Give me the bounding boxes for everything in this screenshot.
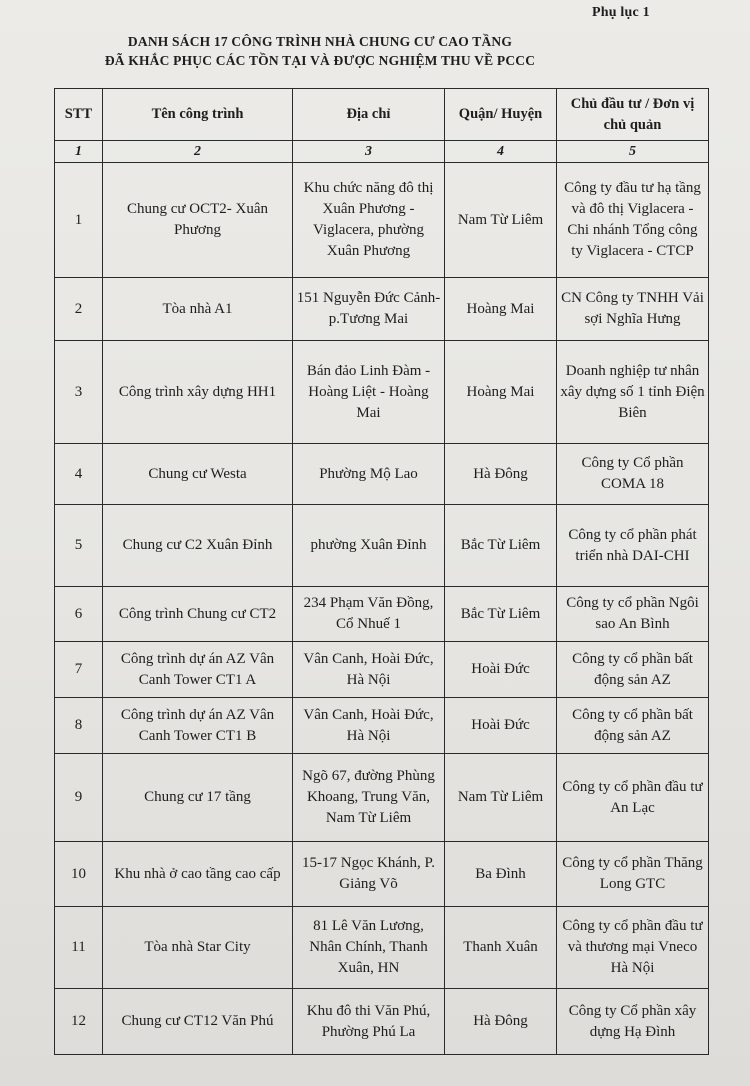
cell-district: Ba Đình [445, 842, 557, 907]
cell-district: Hoài Đức [445, 698, 557, 754]
cell-stt: 11 [55, 907, 103, 989]
cell-address: Phường Mộ Lao [293, 444, 445, 505]
cell-name: Tòa nhà Star City [103, 907, 293, 989]
cell-district: Hà Đông [445, 989, 557, 1055]
cell-address: Khu đô thi Văn Phú, Phường Phú La [293, 989, 445, 1055]
table-row [55, 698, 709, 754]
table-row [55, 842, 709, 907]
cell-name: Chung cư 17 tầng [103, 754, 293, 842]
cell-investor: Công ty cổ phần đầu tư An Lạc [557, 754, 709, 842]
cell-investor: Công ty Cổ phần COMA 18 [557, 444, 709, 505]
column-number: 3 [293, 141, 445, 163]
cell-address: phường Xuân Đỉnh [293, 505, 445, 587]
title-line-2: ĐÃ KHẮC PHỤC CÁC TỒN TẠI VÀ ĐƯỢC NGHIỆM THU VỀ PCCC [104, 53, 536, 68]
cell-district: Hoàng Mai [445, 341, 557, 444]
cell-stt: 8 [55, 698, 103, 754]
cell-name: Tòa nhà A1 [103, 278, 293, 341]
cell-district: Hoài Đức [445, 642, 557, 698]
header-stt: STT [55, 89, 103, 141]
cell-address: Khu chức năng đô thị Xuân Phương - Viglacera, phường Xuân Phương [293, 163, 445, 278]
cell-stt: 10 [55, 842, 103, 907]
column-number: 5 [557, 141, 709, 163]
cell-stt: 3 [55, 341, 103, 444]
cell-name: Công trình Chung cư CT2 [103, 587, 293, 642]
cell-address: 81 Lê Văn Lương, Nhân Chính, Thanh Xuân, HN [293, 907, 445, 989]
cell-district: Thanh Xuân [445, 907, 557, 989]
cell-address: 15-17 Ngọc Khánh, P. Giảng Võ [293, 842, 445, 907]
cell-name: Chung cư CT12 Văn Phú [103, 989, 293, 1055]
cell-stt: 7 [55, 642, 103, 698]
cell-district: Nam Từ Liêm [445, 754, 557, 842]
cell-stt: 2 [55, 278, 103, 341]
table-row [55, 642, 709, 698]
appendix-label: Phụ lục 1 [592, 5, 650, 20]
table-row [55, 754, 709, 842]
table-row [55, 907, 709, 989]
cell-district: Hà Đông [445, 444, 557, 505]
cell-stt: 4 [55, 444, 103, 505]
cell-investor: Công ty cổ phần Ngôi sao An Bình [557, 587, 709, 642]
cell-name: Chung cư OCT2- Xuân Phương [103, 163, 293, 278]
header-address: Địa chỉ [293, 89, 445, 141]
cell-investor: Công ty cổ phần đầu tư và thương mại Vneco Hà Nội [557, 907, 709, 989]
cell-investor: Công ty cổ phần bất động sản AZ [557, 698, 709, 754]
cell-investor: Công ty cổ phần phát triển nhà DAI-CHI [557, 505, 709, 587]
column-number: 4 [445, 141, 557, 163]
cell-stt: 12 [55, 989, 103, 1055]
table-header-row [55, 89, 709, 141]
cell-district: Hoàng Mai [445, 278, 557, 341]
cell-name: Công trình xây dựng HH1 [103, 341, 293, 444]
table-row [55, 989, 709, 1055]
cell-stt: 6 [55, 587, 103, 642]
cell-address: Bán đảo Linh Đàm - Hoàng Liệt - Hoàng Mai [293, 341, 445, 444]
cell-investor: Công ty đầu tư hạ tầng và đô thị Viglacera - Chi nhánh Tổng công ty Viglacera - CTCP [557, 163, 709, 278]
cell-name: Chung cư Westa [103, 444, 293, 505]
cell-name: Khu nhà ở cao tầng cao cấp [103, 842, 293, 907]
table-row [55, 163, 709, 278]
cell-address: 151 Nguyễn Đức Cảnh- p.Tương Mai [293, 278, 445, 341]
cell-name: Công trình dự án AZ Vân Canh Tower CT1 A [103, 642, 293, 698]
column-number: 2 [103, 141, 293, 163]
cell-district: Bắc Từ Liêm [445, 587, 557, 642]
cell-investor: Công ty cổ phần bất động sản AZ [557, 642, 709, 698]
cell-district: Nam Từ Liêm [445, 163, 557, 278]
cell-investor: Công ty Cổ phần xây dựng Hạ Đình [557, 989, 709, 1055]
cell-investor: CN Công ty TNHH Vải sợi Nghĩa Hưng [557, 278, 709, 341]
table-row [55, 587, 709, 642]
cell-name: Chung cư C2 Xuân Đỉnh [103, 505, 293, 587]
table-row [55, 341, 709, 444]
title-line-1: DANH SÁCH 17 CÔNG TRÌNH NHÀ CHUNG CƯ CAO TẦNG [127, 34, 513, 49]
cell-address: Vân Canh, Hoài Đức, Hà Nội [293, 642, 445, 698]
buildings-table [54, 88, 709, 1055]
cell-investor: Doanh nghiệp tư nhân xây dựng số 1 tỉnh Điện Biên [557, 341, 709, 444]
cell-stt: 1 [55, 163, 103, 278]
header-investor: Chủ đầu tư / Đơn vị chủ quản [557, 89, 709, 141]
cell-address: Vân Canh, Hoài Đức, Hà Nội [293, 698, 445, 754]
document-title [0, 32, 640, 70]
table-row [55, 444, 709, 505]
cell-stt: 9 [55, 754, 103, 842]
column-number: 1 [55, 141, 103, 163]
cell-address: 234 Phạm Văn Đồng, Cổ Nhuế 1 [293, 587, 445, 642]
table-row [55, 505, 709, 587]
column-number-row [55, 141, 709, 163]
cell-district: Bắc Từ Liêm [445, 505, 557, 587]
cell-stt: 5 [55, 505, 103, 587]
cell-address: Ngõ 67, đường Phùng Khoang, Trung Văn, Nam Từ Liêm [293, 754, 445, 842]
table-row [55, 278, 709, 341]
cell-name: Công trình dự án AZ Vân Canh Tower CT1 B [103, 698, 293, 754]
cell-investor: Công ty cổ phần Thăng Long GTC [557, 842, 709, 907]
header-name: Tên công trình [103, 89, 293, 141]
header-district: Quận/ Huyện [445, 89, 557, 141]
